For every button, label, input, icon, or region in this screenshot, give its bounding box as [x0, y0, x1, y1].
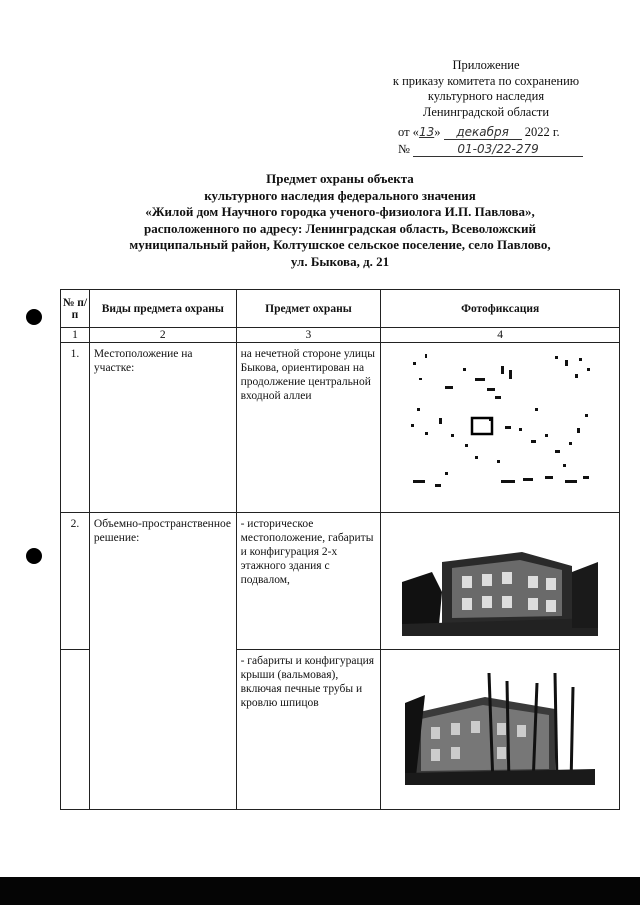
col-number: 4 [381, 328, 620, 343]
scan-edge [0, 877, 640, 905]
header-subject: Предмет охраны [236, 290, 381, 328]
header-num: № п/п [61, 290, 90, 328]
row-number: 2. [61, 513, 90, 650]
col-number: 3 [236, 328, 381, 343]
date-mid: » [434, 125, 441, 139]
date-year: 2022 г. [524, 125, 560, 139]
table-row [61, 513, 620, 650]
header-photo: Фотофиксация [381, 290, 620, 328]
header-type: Виды предмета охраны [89, 290, 236, 328]
title-line: Предмет охраны объекта [266, 171, 414, 186]
row-subject: - габариты и конфигурация крыши (вальмовая), включая печные трубы и кровлю шпицов [236, 650, 381, 810]
num-prefix: № [398, 142, 410, 156]
title-line: «Жилой дом Научного городка ученого-физиолога И.П. Павлова», [145, 204, 535, 220]
title-line: муниципальный район, Колтушское сельское поселение, село Павлово, [129, 237, 551, 253]
building-photo-2 [405, 673, 595, 785]
date-month: декабря [444, 125, 522, 140]
row-photo-cell [381, 650, 620, 810]
protection-table [60, 289, 620, 810]
appendix-header [366, 58, 606, 120]
header-line: культурного наследия [427, 89, 545, 103]
order-number [398, 142, 583, 157]
num-value: 01-03/22-279 [413, 142, 583, 157]
header-line: Ленинградской области [422, 104, 550, 119]
title-line: ул. Быкова, д. 21 [290, 253, 390, 269]
col-number: 1 [61, 328, 90, 343]
punch-hole [26, 309, 42, 325]
document-title [60, 171, 620, 271]
title-line: расположенного по адресу: Ленинградская область, Всеволожский [143, 220, 537, 236]
row-type: Местоположение на участке: [89, 343, 236, 513]
row-subject: на нечетной стороне улицы Быкова, ориентирован на продолжение центральной входной аллеи [236, 343, 381, 513]
site-plan-map [405, 348, 595, 496]
row-type: Объемно-пространственное решение: [89, 513, 236, 810]
header-line: Приложение [452, 58, 520, 72]
row-number: 1. [61, 343, 90, 513]
row-subject: - историческое местоположение, габариты и конфигурация 2-х этажного здания с подвалом, [236, 513, 381, 650]
col-number: 2 [89, 328, 236, 343]
building-photo-1 [402, 532, 598, 636]
title-line: культурного наследия федерального значения [204, 187, 476, 203]
date-day: 13 [418, 125, 435, 139]
order-date [398, 125, 560, 140]
row-number [61, 650, 90, 810]
punch-hole [26, 548, 42, 564]
table-row [61, 343, 620, 513]
date-prefix: от « [398, 125, 419, 139]
row-photo-cell [381, 513, 620, 650]
row-photo-cell [381, 343, 620, 513]
table-header-row [61, 290, 620, 328]
column-number-row [61, 328, 620, 343]
header-line: к приказу комитета по сохранению [392, 73, 580, 88]
